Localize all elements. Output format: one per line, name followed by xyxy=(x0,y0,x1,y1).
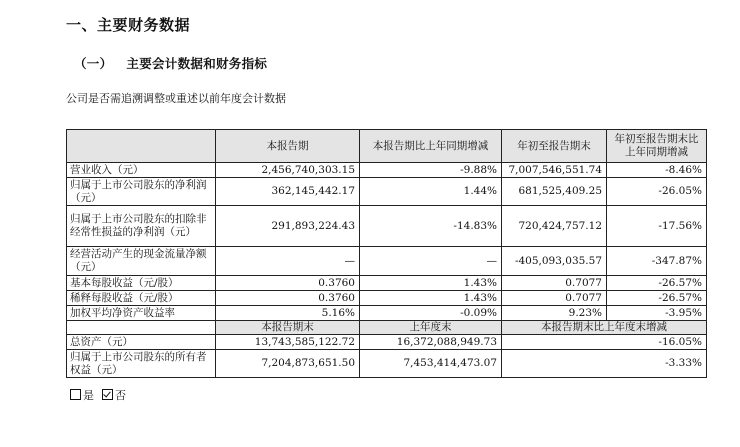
yes-checkbox[interactable] xyxy=(70,389,81,400)
cell-value: -17.56% xyxy=(607,206,707,247)
header-current-period: 本报告期 xyxy=(216,130,360,163)
cell-value: -9.88% xyxy=(360,163,502,178)
table-row xyxy=(67,306,707,321)
table-row xyxy=(67,276,707,291)
cell-value: -3.33% xyxy=(502,350,707,378)
header-ytd-yoy-change: 年初至报告期末比上年同期增减 xyxy=(607,130,707,163)
section-title: 一、主要财务数据 xyxy=(66,16,191,34)
cell-value: 0.3760 xyxy=(216,291,360,306)
header-period-end: 本报告期末 xyxy=(216,321,360,335)
cell-value: 0.7077 xyxy=(502,276,607,291)
cell-value: 7,204,873,651.50 xyxy=(216,350,360,378)
table-row xyxy=(67,206,707,247)
cell-value: 1.44% xyxy=(360,178,502,206)
cell-value: 291,893,224.43 xyxy=(216,206,360,247)
cell-value: 9.23% xyxy=(502,306,607,321)
table-subheader-row xyxy=(67,321,707,335)
subsection-title: 主要会计数据和财务指标 xyxy=(126,56,268,71)
row-label: 加权平均净资产收益率 xyxy=(67,306,216,321)
cell-value: 7,007,546,551.74 xyxy=(502,163,607,178)
restatement-question: 公司是否需追溯调整或重述以前年度会计数据 xyxy=(66,92,286,105)
cell-value: -26.57% xyxy=(607,291,707,306)
yes-label: 是 xyxy=(83,389,94,402)
cell-value: -347.87% xyxy=(607,247,707,276)
cell-value: 720,424,757.12 xyxy=(502,206,607,247)
cell-value: -14.83% xyxy=(360,206,502,247)
header-current-yoy-change: 本报告期比上年同期增减 xyxy=(360,130,502,163)
cell-value: 0.3760 xyxy=(216,276,360,291)
cell-value: 2,456,740,303.15 xyxy=(216,163,360,178)
restatement-answer xyxy=(70,387,126,403)
table-row xyxy=(67,247,707,276)
no-checkbox-checked[interactable] xyxy=(102,389,113,400)
cell-value: 362,145,442.17 xyxy=(216,178,360,206)
cell-value: 16,372,088,949.73 xyxy=(360,335,502,350)
cell-value: 0.7077 xyxy=(502,291,607,306)
cell-value: 681,525,409.25 xyxy=(502,178,607,206)
cell-value: -8.46% xyxy=(607,163,707,178)
cell-value: -16.05% xyxy=(502,335,707,350)
subsection-number: （一） xyxy=(74,56,113,71)
subheader-blank xyxy=(67,321,216,335)
row-label: 归属于上市公司股东的净利润（元） xyxy=(67,178,216,206)
cell-value: -405,093,035.57 xyxy=(502,247,607,276)
row-label: 归属于上市公司股东的所有者权益（元） xyxy=(67,350,216,378)
row-label: 稀释每股收益（元/股） xyxy=(67,291,216,306)
cell-value: -3.95% xyxy=(607,306,707,321)
table-row xyxy=(67,291,707,306)
cell-value: -0.09% xyxy=(360,306,502,321)
table-row xyxy=(67,350,707,378)
header-ytd: 年初至报告期末 xyxy=(502,130,607,163)
header-prior-year-end: 上年度末 xyxy=(360,321,502,335)
row-label: 营业收入（元） xyxy=(67,163,216,178)
cell-value: 5.16% xyxy=(216,306,360,321)
table-header-row xyxy=(67,130,707,163)
table-row xyxy=(67,335,707,350)
subsection-heading xyxy=(74,54,267,72)
row-label: 总资产（元） xyxy=(67,335,216,350)
cell-value: 1.43% xyxy=(360,276,502,291)
header-blank xyxy=(67,130,216,163)
cell-value: -26.05% xyxy=(607,178,707,206)
no-label: 否 xyxy=(115,389,126,402)
cell-value: 1.43% xyxy=(360,291,502,306)
table-row xyxy=(67,178,707,206)
cell-value: — xyxy=(360,247,502,276)
cell-value: 7,453,414,473.07 xyxy=(360,350,502,378)
row-label: 归属于上市公司股东的扣除非经常性损益的净利润（元） xyxy=(67,206,216,247)
row-label: 经营活动产生的现金流量净额（元） xyxy=(67,247,216,276)
cell-value: 13,743,585,122.72 xyxy=(216,335,360,350)
table-row xyxy=(67,163,707,178)
header-period-end-change: 本报告期末比上年度末增减 xyxy=(502,321,707,335)
cell-value: — xyxy=(216,247,360,276)
cell-value: -26.57% xyxy=(607,276,707,291)
row-label: 基本每股收益（元/股） xyxy=(67,276,216,291)
financial-data-table xyxy=(66,129,707,378)
